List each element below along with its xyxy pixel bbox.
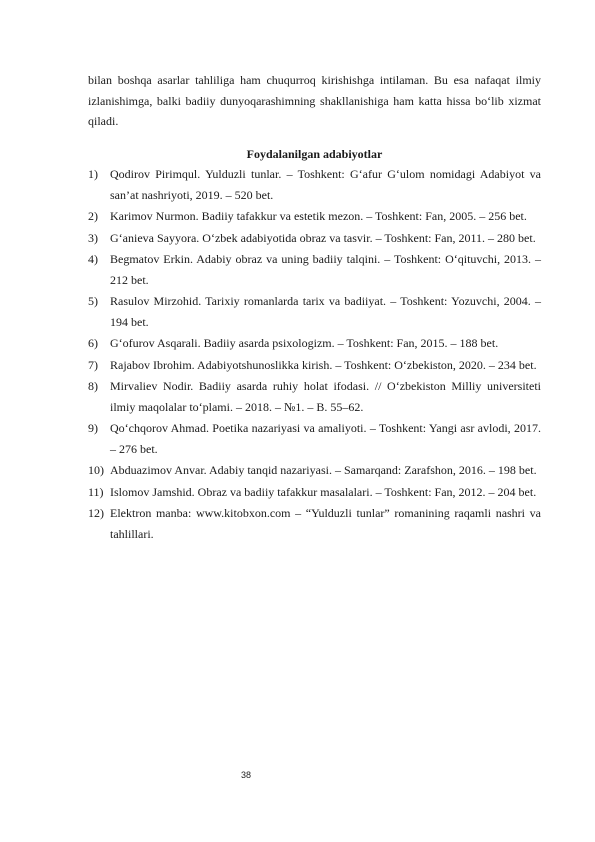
reference-text: G‘anieva Sayyora. O‘zbek adabiyotida obraz va tasvir. – Toshkent: Fan, 2011. – 280 bet.	[110, 230, 536, 245]
reference-number: 10)	[88, 463, 104, 477]
reference-number: 1)	[88, 167, 98, 181]
reference-number: 3)	[88, 230, 98, 245]
reference-text: Qodirov Pirimqul. Yulduzli tunlar. – Toshkent: G‘afur G‘ulom nomidagi Adabiyot va san’at nashriyoti, 2019. – 520 bet.	[110, 167, 541, 202]
reference-item	[88, 376, 541, 417]
reference-number: 11)	[88, 484, 104, 499]
reference-text[interactable]: Elektron manba: www.kitobxon.com – “Yulduzli tunlar” romanining raqamli nashri va tahlillari.	[110, 506, 541, 541]
reference-item	[88, 503, 541, 544]
reference-text: Islomov Jamshid. Obraz va badiiy tafakkur masalalari. – Toshkent: Fan, 2012. – 204 bet.	[110, 484, 537, 499]
reference-item	[88, 249, 541, 290]
reference-item	[88, 228, 541, 249]
reference-text: G‘ofurov Asqarali. Badiiy asarda psixologizm. – Toshkent: Fan, 2015. – 188 bet.	[110, 336, 499, 350]
reference-text: Rasulov Mirzohid. Tarixiy romanlarda tarix va badiiyat. – Toshkent: Yozuvchi, 2004. – 194 bet.	[110, 294, 541, 329]
reference-number: 4)	[88, 252, 98, 266]
reference-text: Begmatov Erkin. Adabiy obraz va uning badiiy talqini. – Toshkent: O‘qituvchi, 2013. – 212 bet.	[110, 252, 541, 287]
reference-item	[88, 206, 541, 227]
reference-item	[88, 460, 541, 481]
reference-number: 2)	[88, 209, 98, 223]
reference-text: Qo‘chqorov Ahmad. Poetika nazariyasi va amaliyoti. – Toshkent: Yangi asr avlodi, 2017. – 276 bet.	[110, 421, 541, 456]
reference-number: 6)	[88, 336, 98, 350]
reference-text: Abduazimov Anvar. Adabiy tanqid nazariyasi. – Samarqand: Zarafshon, 2016. – 198 bet.	[110, 463, 537, 477]
reference-item	[88, 355, 541, 376]
reference-item	[88, 333, 541, 354]
page-number: 38	[241, 770, 252, 780]
reference-text: Rajabov Ibrohim. Adabiyotshunoslikka kirish. – Toshkent: O‘zbekiston, 2020. – 234 bet.	[110, 357, 537, 372]
references-list	[88, 164, 541, 545]
reference-text: Karimov Nurmon. Badiiy tafakkur va estetik mezon. – Toshkent: Fan, 2005. – 256 bet.	[110, 209, 527, 223]
reference-text: Mirvaliev Nodir. Badiiy asarda ruhiy holat ifodasi. // O‘zbekiston Milliy universiteti ilmiy maqolalar to‘plami. – 2018. – №1. – B. 55–62.	[110, 379, 541, 414]
intro-paragraph: bilan boshqa asarlar tahliliga ham chuqurroq kirishishga intilaman. Bu esa nafaqat ilmiy izlanishimga, balki badiiy dunyoqarashimning shakllanishiga ham katta hissa bo‘lib xizmat qiladi.	[88, 73, 541, 128]
references-heading: Foydalanilgan adabiyotlar	[246, 147, 383, 161]
reference-number: 8)	[88, 379, 98, 393]
reference-item	[88, 418, 541, 459]
reference-item	[88, 164, 541, 205]
reference-number: 9)	[88, 421, 98, 435]
reference-item	[88, 291, 541, 332]
reference-number: 5)	[88, 294, 98, 308]
reference-number: 12)	[88, 506, 104, 520]
reference-item	[88, 482, 541, 503]
reference-number: 7)	[88, 357, 98, 372]
